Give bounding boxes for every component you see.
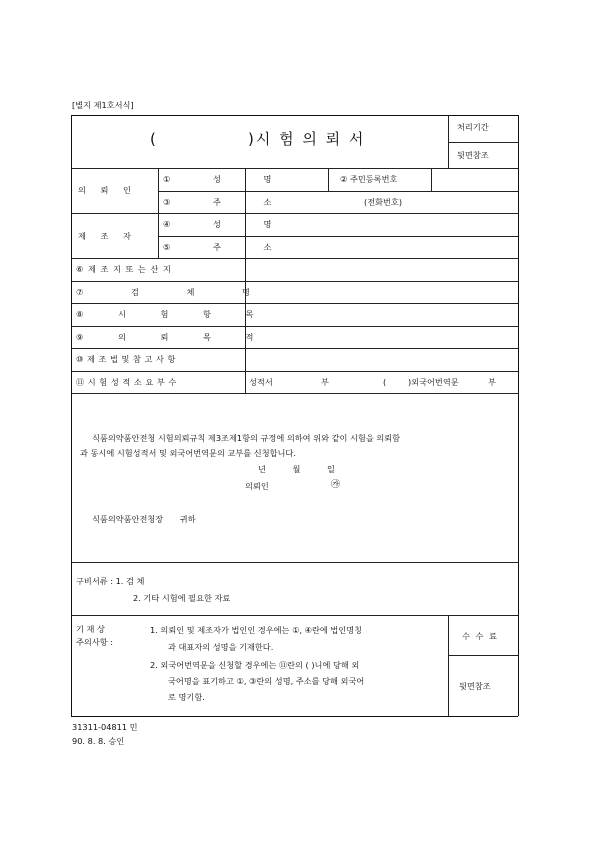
documents-label: 구비서류 : 1. 검 체 [76, 576, 145, 586]
note-1-line-b: 과 대표자의 성명을 기재한다. [168, 642, 274, 652]
report-copies-label: 성적서 [249, 377, 273, 387]
note-2-line-c: 로 명기함. [168, 692, 205, 702]
foreign-unit: 부 [488, 377, 496, 387]
footer-code: 31311-04811 민 [72, 722, 138, 732]
note-2-line-a: 2. 외국어번역문을 신청할 경우에는 ⑪란의 ( )니에 당해 외 [150, 660, 360, 670]
place-field[interactable] [247, 260, 516, 279]
fee-label: 수 수 료 [462, 631, 497, 641]
manufacturer-address-field[interactable] [247, 238, 516, 256]
method-field[interactable] [247, 350, 516, 369]
statement-line-1: 식품의약품안전청 시험의뢰규칙 제3조제1항의 규정에 의하여 위와 같이 시험을 의뢰함 [92, 433, 401, 443]
note-1-line-a: 1. 의뢰인 및 제조자가 법인인 경우에는 ①, ④란에 법인명칭 [150, 625, 363, 635]
purpose-label: ⑨ 의 뢰 목 적 [76, 332, 254, 342]
requester-address-label: ③ 주 소 [163, 197, 272, 207]
processing-period-value: 뒷면참조 [457, 150, 489, 160]
item-field[interactable] [247, 283, 516, 301]
manufacturer-name-label: ④ 성 명 [163, 219, 272, 229]
item-label: ⑦ 검 체 명 [76, 287, 250, 297]
notes-label-1: 기 재 상 [76, 624, 105, 634]
notes-label-2: 주의사항 : [76, 637, 113, 647]
foreign-label: )외국어번역문 [408, 377, 459, 387]
footer-approval: 90. 8. 8. 승인 [72, 736, 125, 746]
requester-reg-no-label: ② 주민등록번호 [340, 174, 398, 184]
method-label: ⑩ 제 조 법 및 참 고 사 항 [76, 354, 176, 364]
requester-sign-label: 의뢰인 [245, 481, 269, 491]
manufacturer-name-field[interactable] [247, 215, 516, 234]
fee-value: 뒷면참조 [459, 681, 491, 691]
purpose-field[interactable] [247, 328, 516, 346]
test-items-field[interactable] [247, 305, 516, 324]
form-title: )시 험 의 뢰 서 [248, 130, 366, 148]
title-paren-open: ( [150, 130, 158, 148]
copies-label: ⑪ 시 험 성 적 소 요 부 수 [76, 377, 177, 387]
test-items-label: ⑧ 시 험 항 목 [76, 309, 254, 319]
manufacturer-address-label: ⑤ 주 소 [163, 242, 272, 252]
requester-name-field[interactable] [247, 170, 326, 189]
processing-period-label: 처리기간 [457, 122, 489, 132]
manufacturer-label: 제 조 자 [78, 231, 131, 241]
statement-line-2: 과 동시에 시험성적서 및 외국어번역문의 교부를 신청합니다. [80, 448, 296, 458]
form-reference: [별지 제1호서식] [72, 100, 134, 110]
requester-label: 의 뢰 인 [78, 185, 131, 195]
report-unit: 부 [321, 377, 329, 387]
foreign-paren: ( [383, 377, 387, 387]
seal-mark: ㉮ [331, 480, 341, 490]
date-line: 년 월 일 [258, 464, 335, 474]
requester-phone-label: (전화번호) [364, 197, 403, 207]
place-label: ⑥ 제 조 지 또 는 산 지 [76, 264, 171, 274]
note-2-line-b: 국어명을 표기하고 ①, ③란의 성명, 주소를 당해 외국어 [168, 676, 365, 686]
documents-item-2: 2. 기타 시험에 필요한 자료 [133, 593, 231, 603]
recipient-line: 식품의약품안전청장 귀하 [92, 514, 196, 524]
requester-reg-no-field[interactable] [433, 170, 516, 189]
requester-name-label: ① 성 명 [163, 174, 272, 184]
